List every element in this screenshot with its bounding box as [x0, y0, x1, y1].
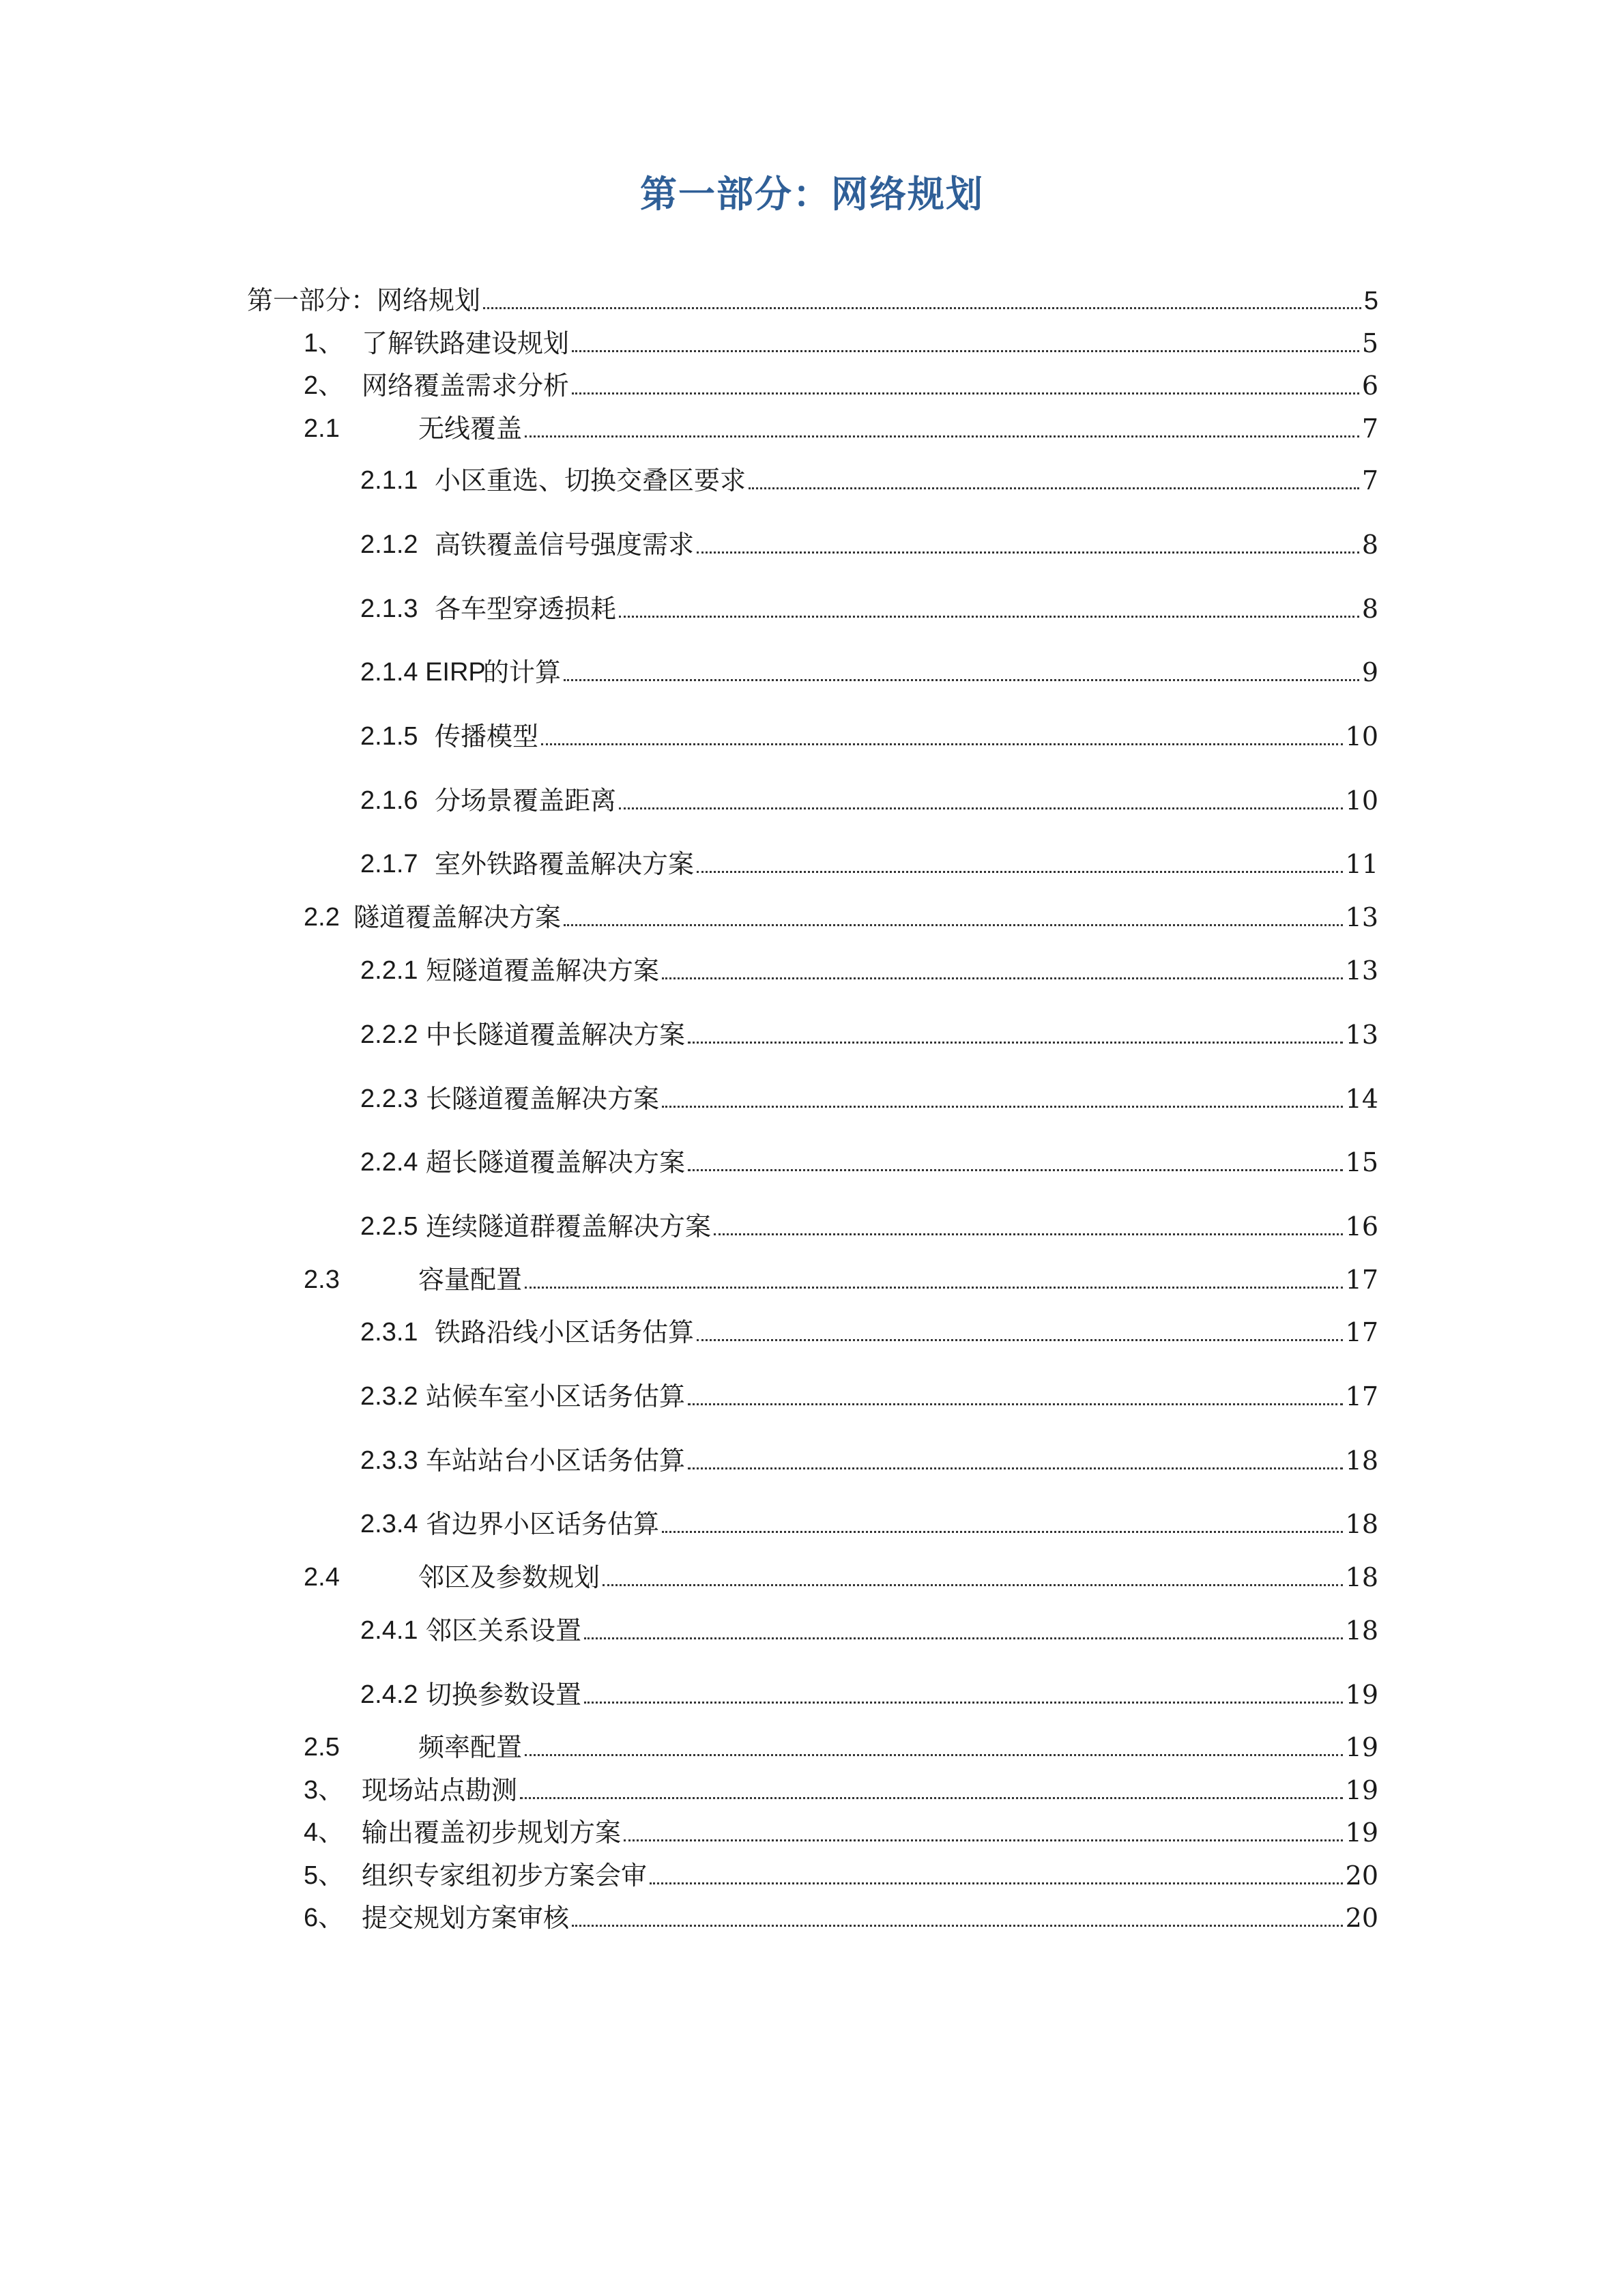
toc-entry-page: 11 [1345, 849, 1378, 879]
toc-entry-text: 超长隧道覆盖解决方案 [426, 1147, 686, 1177]
toc-entry-page: 19 [1345, 1732, 1378, 1762]
toc-entry-page: 7 [1361, 414, 1378, 444]
toc-entry-text: 频率配置 [418, 1732, 523, 1762]
toc-entry-page: 18 [1345, 1509, 1378, 1539]
toc-entry-page: 15 [1345, 1147, 1378, 1177]
toc-entry-number: 2.1.5 [360, 722, 418, 751]
leader-dots [619, 616, 1359, 618]
toc-entry[interactable] [0, 844, 1624, 885]
toc-entry-text: 提交规划方案审核 [362, 1903, 570, 1933]
toc-entry-page: 16 [1345, 1211, 1378, 1242]
toc-entry-page: 8 [1361, 594, 1378, 624]
toc-entry-text: 室外铁路覆盖解决方案 [435, 849, 695, 879]
toc-entry-page: 13 [1345, 956, 1378, 986]
toc-entry-text: 输出覆盖初步规划方案 [362, 1818, 622, 1848]
leader-dots [572, 392, 1359, 394]
toc-entry-number: 2.2.3 [360, 1085, 418, 1113]
toc-entry-page: 18 [1345, 1446, 1378, 1476]
leader-dots [697, 551, 1359, 554]
leader-dots [603, 1584, 1343, 1586]
leader-dots [650, 1882, 1343, 1884]
toc-entry-number: 2、 [304, 371, 345, 400]
leader-dots [688, 1467, 1343, 1469]
toc-entry-number: 2.2 [304, 903, 340, 932]
toc-entry[interactable] [0, 1440, 1624, 1481]
toc-entry-page: 14 [1345, 1084, 1378, 1114]
toc-entry-number: 2.3 [304, 1265, 340, 1294]
leader-dots [688, 1169, 1343, 1171]
leader-dots [697, 871, 1343, 873]
toc-entry[interactable] [0, 780, 1624, 821]
toc-entry-text: 邻区关系设置 [426, 1616, 582, 1646]
toc-entry[interactable] [0, 716, 1624, 757]
toc-entry-number: 2.2.5 [360, 1212, 418, 1241]
toc-entry-page: 18 [1345, 1562, 1378, 1592]
toc-entry[interactable] [0, 1812, 1624, 1853]
toc-entry-number: 2.2.1 [360, 956, 418, 985]
toc-entry[interactable] [0, 1376, 1624, 1417]
toc-entry[interactable] [0, 1557, 1624, 1598]
toc-entry-number: 2.1.7 [360, 850, 418, 878]
toc-entry-page: 18 [1345, 1616, 1378, 1646]
toc-entry-text: 切换参数设置 [426, 1680, 582, 1710]
toc-entry-text: 分场景覆盖距离 [435, 786, 617, 816]
toc-entry-number: 5、 [304, 1861, 345, 1890]
toc-entry-text: 网络覆盖需求分析 [362, 371, 570, 401]
leader-dots [572, 350, 1359, 352]
toc-entry-number: 2.4.2 [360, 1680, 418, 1709]
toc-entry-text: 省边界小区话务估算 [426, 1509, 660, 1539]
toc-entry-text: 短隧道覆盖解决方案 [426, 956, 660, 986]
toc-entry-text: 站候车室小区话务估算 [426, 1381, 686, 1411]
toc-entry-page: 19 [1345, 1680, 1378, 1710]
toc-entry-number: 2.1.1 [360, 466, 418, 495]
toc-entry-number: 2.1.4 EIRP [360, 658, 486, 687]
toc-entry-page: 5 [1363, 287, 1378, 315]
leader-dots [697, 1339, 1343, 1341]
toc-entry-page: 9 [1361, 657, 1378, 687]
toc-entry-text: 传播模型 [435, 721, 539, 751]
leader-dots [483, 307, 1361, 309]
toc-entry-page: 19 [1345, 1818, 1378, 1848]
toc-entry[interactable] [0, 1014, 1624, 1055]
toc-entry-text: 铁路沿线小区话务估算 [435, 1317, 695, 1347]
toc-entry[interactable] [0, 1078, 1624, 1119]
toc-entry-page: 17 [1345, 1381, 1378, 1411]
toc-entry[interactable] [0, 524, 1624, 565]
toc-entry[interactable] [0, 897, 1624, 938]
leader-dots [662, 1531, 1343, 1533]
toc-entry[interactable] [0, 1312, 1624, 1353]
leader-dots [525, 435, 1359, 437]
leader-dots [564, 924, 1343, 926]
toc-entry-page: 20 [1345, 1903, 1378, 1933]
leader-dots [525, 1754, 1343, 1756]
toc-entry-page: 13 [1345, 902, 1378, 932]
leader-dots [541, 743, 1343, 745]
toc-entry-page: 17 [1345, 1265, 1378, 1295]
page-title: 第一部分：网络规划 [640, 172, 984, 216]
toc-entry-number: 2.1.3 [360, 594, 418, 623]
toc-entry-page: 8 [1361, 530, 1378, 560]
leader-dots [564, 679, 1359, 681]
toc-entry-text: 隧道覆盖解决方案 [353, 902, 562, 932]
toc-entry-text: 容量配置 [418, 1265, 523, 1295]
toc-entry[interactable] [0, 1855, 1624, 1896]
toc-entry[interactable] [0, 280, 1624, 321]
toc-entry-number: 2.3.3 [360, 1446, 418, 1475]
toc-entry-text: 长隧道覆盖解决方案 [426, 1084, 660, 1114]
toc-entry-text: 车站站台小区话务估算 [426, 1446, 686, 1476]
toc-entry[interactable] [0, 950, 1624, 991]
toc-entry-number: 2.4.1 [360, 1616, 418, 1645]
toc-entry-text: 邻区及参数规划 [418, 1562, 600, 1592]
toc-entry-text: 小区重选、切换交叠区要求 [435, 465, 746, 496]
leader-dots [584, 1637, 1343, 1639]
toc-entry-number: 2.1.6 [360, 786, 418, 815]
toc-entry-text: 组织专家组初步方案会审 [362, 1861, 648, 1891]
toc-entry[interactable] [0, 1727, 1624, 1768]
toc-entry[interactable] [0, 1610, 1624, 1651]
toc-entry-text: 各车型穿透损耗 [435, 594, 617, 624]
toc-entry[interactable] [0, 1504, 1624, 1545]
leader-dots [662, 977, 1343, 979]
toc-entry-number: 2.5 [304, 1733, 340, 1762]
toc-entry-number: 2.2.4 [360, 1148, 418, 1177]
toc-entry-number: 2.3.1 [360, 1318, 418, 1347]
toc-entry[interactable] [0, 1206, 1624, 1247]
toc-entry[interactable] [0, 1674, 1624, 1715]
toc-entry[interactable] [0, 652, 1624, 693]
toc-entry[interactable] [0, 460, 1624, 501]
toc-entry-number: 2.2.2 [360, 1020, 418, 1049]
toc-entry-number: 4、 [304, 1818, 345, 1847]
toc-entry-number: 2.3.4 [360, 1510, 418, 1538]
leader-dots [688, 1403, 1343, 1405]
leader-dots [714, 1233, 1343, 1235]
toc-entry-page: 17 [1345, 1317, 1378, 1347]
leader-dots [584, 1702, 1343, 1704]
toc-entry-text: 的计算 [483, 657, 562, 687]
toc-entry-page: 13 [1345, 1020, 1378, 1050]
toc-entry[interactable] [0, 323, 1624, 364]
toc-entry-number: 2.4 [304, 1563, 340, 1592]
toc-entry[interactable] [0, 408, 1624, 449]
toc-entry-text: 现场站点勘测 [362, 1775, 518, 1805]
toc-entry-text: 连续隧道群覆盖解决方案 [426, 1211, 712, 1242]
toc-entry-text: 高铁覆盖信号强度需求 [435, 530, 695, 560]
leader-dots [520, 1797, 1343, 1799]
toc-entry-page: 5 [1361, 328, 1378, 358]
toc-entry-page: 7 [1361, 465, 1378, 496]
leader-dots [662, 1106, 1343, 1108]
leader-dots [749, 487, 1359, 489]
leader-dots [619, 807, 1343, 809]
toc-entry-text: 了解铁路建设规划 [362, 328, 570, 358]
toc-entry[interactable] [0, 1259, 1624, 1300]
toc-entry[interactable] [0, 1142, 1624, 1183]
leader-dots [525, 1287, 1343, 1289]
leader-dots [624, 1839, 1343, 1841]
toc-entry-text: 无线覆盖 [418, 414, 523, 444]
toc-entry-number: 3、 [304, 1776, 345, 1805]
toc-entry-number: 1、 [304, 329, 345, 358]
toc-entry-page: 10 [1345, 786, 1378, 816]
toc-entry-text: 第一部分：网络规划 [247, 285, 481, 315]
toc-entry-number: 2.1.2 [360, 530, 418, 559]
toc-entry-page: 20 [1345, 1861, 1378, 1891]
toc-entry[interactable] [0, 1770, 1624, 1811]
leader-dots [572, 1925, 1343, 1927]
toc-entry-text: 中长隧道覆盖解决方案 [426, 1020, 686, 1050]
toc-entry-page: 19 [1345, 1775, 1378, 1805]
toc-entry-number: 2.1 [304, 414, 340, 443]
toc-entry[interactable] [0, 588, 1624, 629]
toc-entry[interactable] [0, 365, 1624, 406]
toc-entry-page: 6 [1361, 371, 1378, 401]
toc-entry-page: 10 [1345, 721, 1378, 751]
toc-entry-number: 6、 [304, 1904, 345, 1932]
toc-entry-number: 2.3.2 [360, 1382, 418, 1411]
leader-dots [688, 1042, 1343, 1044]
toc-entry[interactable] [0, 1897, 1624, 1938]
